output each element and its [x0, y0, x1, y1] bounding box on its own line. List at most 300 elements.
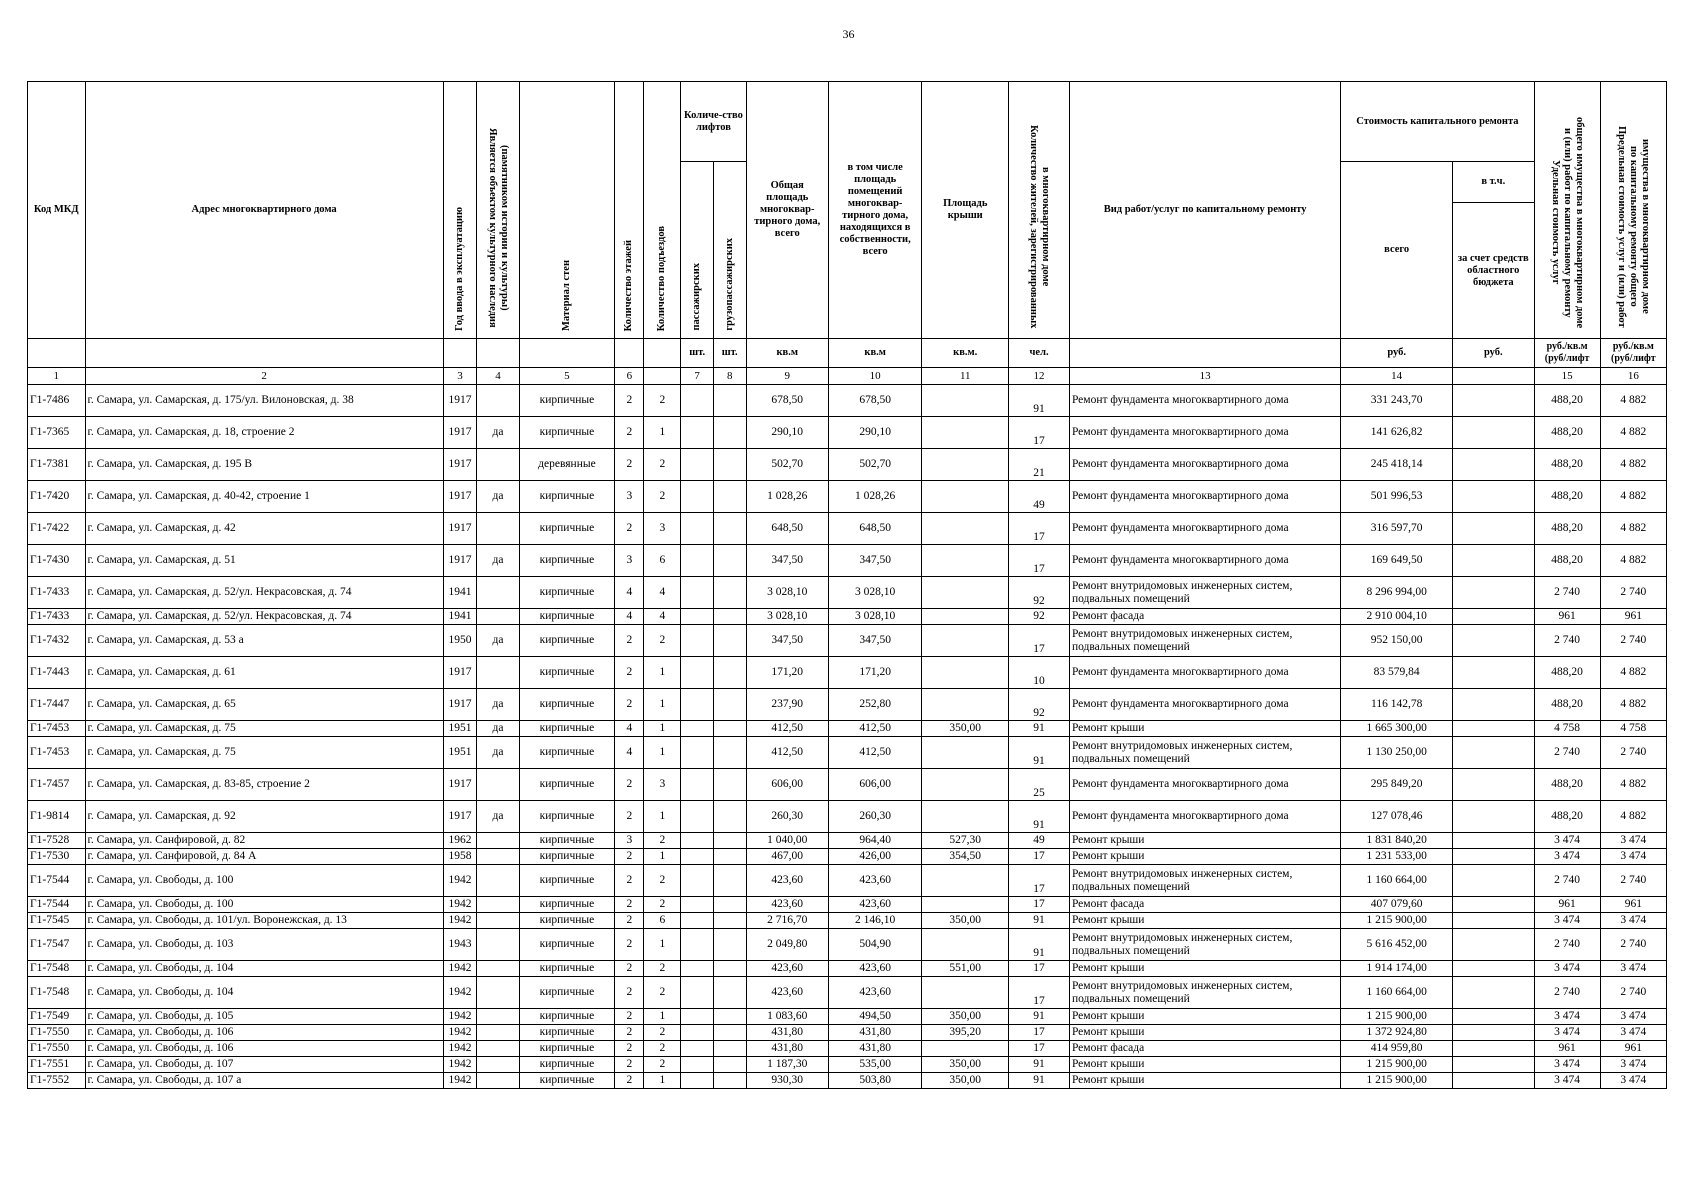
cell-address: г. Самара, ул. Свободы, д. 101/ул. Воронежская, д. 13 [85, 913, 443, 929]
cell-roof-area [922, 545, 1009, 577]
column-number: 7 [681, 368, 714, 385]
cell-max-cost: 4 882 [1600, 449, 1666, 481]
cell-lift-cargo [713, 417, 746, 449]
cell-owned-area: 3 028,10 [828, 577, 921, 609]
cell-address: г. Самара, ул. Санфировой, д. 82 [85, 833, 443, 849]
cell-cost-total: 1 215 900,00 [1341, 1073, 1453, 1089]
cell-unit-cost: 3 474 [1534, 849, 1600, 865]
cell-cost-total: 316 597,70 [1341, 513, 1453, 545]
cell-total-area: 412,50 [746, 721, 828, 737]
table-body [28, 385, 1667, 1089]
cell-heritage [477, 961, 519, 977]
cell-owned-area: 252,80 [828, 689, 921, 721]
cell-lift-cargo [713, 449, 746, 481]
cell-code: Г1-7432 [28, 625, 86, 657]
cell-wall-material: кирпичные [519, 385, 615, 417]
cell-floors: 2 [615, 1041, 644, 1057]
cell-cost-regional [1453, 577, 1534, 609]
page-number: 36 [842, 27, 855, 41]
cell-floors: 3 [615, 833, 644, 849]
cell-cost-regional [1453, 513, 1534, 545]
cell-lift-cargo [713, 625, 746, 657]
cell-max-cost: 4 882 [1600, 545, 1666, 577]
cell-lift-passenger [681, 721, 714, 737]
cell-wall-material: кирпичные [519, 929, 615, 961]
cell-address: г. Самара, ул. Самарская, д. 65 [85, 689, 443, 721]
cell-roof-area [922, 625, 1009, 657]
cell-cost-total: 1 665 300,00 [1341, 721, 1453, 737]
cell-wall-material: кирпичные [519, 1025, 615, 1041]
cell-work-type: Ремонт фундамента многоквартирного дома [1069, 385, 1340, 417]
cell-cost-regional [1453, 929, 1534, 961]
cell-floors: 2 [615, 929, 644, 961]
cell-lift-passenger [681, 385, 714, 417]
cell-heritage [477, 1041, 519, 1057]
cell-lift-cargo [713, 1073, 746, 1089]
column-number: 15 [1534, 368, 1600, 385]
cell-work-type: Ремонт крыши [1069, 849, 1340, 865]
cell-floors: 3 [615, 481, 644, 513]
cell-owned-area: 426,00 [828, 849, 921, 865]
cell-wall-material: кирпичные [519, 801, 615, 833]
cell-entrances: 2 [644, 897, 681, 913]
cell-max-cost: 3 474 [1600, 1009, 1666, 1025]
cell-total-area: 606,00 [746, 769, 828, 801]
cell-floors: 2 [615, 1057, 644, 1073]
cell-unit-cost: 488,20 [1534, 769, 1600, 801]
cell-residents: 17 [1009, 545, 1070, 577]
column-number: 1 [28, 368, 86, 385]
table-row [28, 657, 1667, 689]
cell-entrances: 2 [644, 1041, 681, 1057]
cell-cost-regional [1453, 1073, 1534, 1089]
cell-heritage [477, 897, 519, 913]
cell-total-area: 290,10 [746, 417, 828, 449]
cell-total-area: 1 083,60 [746, 1009, 828, 1025]
cell-unit-cost: 488,20 [1534, 513, 1600, 545]
cell-unit-cost: 3 474 [1534, 1025, 1600, 1041]
cell-wall-material: кирпичные [519, 577, 615, 609]
cell-total-area: 467,00 [746, 849, 828, 865]
cell-unit-cost: 2 740 [1534, 577, 1600, 609]
cell-residents: 91 [1009, 1009, 1070, 1025]
cell-code: Г1-7544 [28, 897, 86, 913]
cell-address: г. Самара, ул. Самарская, д. 42 [85, 513, 443, 545]
cell-unit-cost: 961 [1534, 1041, 1600, 1057]
cell-cost-total: 5 616 452,00 [1341, 929, 1453, 961]
cell-lift-cargo [713, 1041, 746, 1057]
cell-work-type: Ремонт фундамента многоквартирного дома [1069, 801, 1340, 833]
table-row [28, 929, 1667, 961]
cell-floors: 2 [615, 1073, 644, 1089]
cell-max-cost: 961 [1600, 1041, 1666, 1057]
cell-roof-area [922, 801, 1009, 833]
column-number: 5 [519, 368, 615, 385]
cell-max-cost: 4 882 [1600, 385, 1666, 417]
cell-heritage [477, 1009, 519, 1025]
cell-cost-total: 141 626,82 [1341, 417, 1453, 449]
cell-entrances: 2 [644, 625, 681, 657]
cell-entrances: 1 [644, 849, 681, 865]
cell-floors: 2 [615, 449, 644, 481]
cell-roof-area [922, 1041, 1009, 1057]
cell-entrances: 2 [644, 833, 681, 849]
cell-code: Г1-7365 [28, 417, 86, 449]
cell-unit-cost: 3 474 [1534, 913, 1600, 929]
cell-wall-material: кирпичные [519, 913, 615, 929]
cell-max-cost: 3 474 [1600, 1057, 1666, 1073]
cell-cost-total: 245 418,14 [1341, 449, 1453, 481]
cell-year: 1917 [443, 801, 477, 833]
cell-total-area: 347,50 [746, 545, 828, 577]
cell-heritage [477, 913, 519, 929]
cell-lift-passenger [681, 625, 714, 657]
cell-code: Г1-7422 [28, 513, 86, 545]
cell-owned-area: 347,50 [828, 625, 921, 657]
cell-address: г. Самара, ул. Самарская, д. 75 [85, 737, 443, 769]
cell-max-cost: 4 882 [1600, 417, 1666, 449]
cell-year: 1942 [443, 1025, 477, 1041]
column-number: 14 [1341, 368, 1453, 385]
header-cost-regional: за счет средств областного бюджета [1453, 203, 1534, 339]
cell-unit-cost: 488,20 [1534, 801, 1600, 833]
cell-owned-area: 1 028,26 [828, 481, 921, 513]
cell-cost-total: 501 996,53 [1341, 481, 1453, 513]
cell-total-area: 431,80 [746, 1025, 828, 1041]
cell-heritage: да [477, 689, 519, 721]
cell-unit-cost: 4 758 [1534, 721, 1600, 737]
cell-lift-passenger [681, 977, 714, 1009]
cell-cost-regional [1453, 609, 1534, 625]
cell-wall-material: кирпичные [519, 1009, 615, 1025]
cell-floors: 2 [615, 657, 644, 689]
cell-year: 1942 [443, 913, 477, 929]
cell-floors: 2 [615, 417, 644, 449]
cell-floors: 2 [615, 1025, 644, 1041]
cell-code: Г1-7453 [28, 737, 86, 769]
cell-residents: 17 [1009, 1025, 1070, 1041]
cell-wall-material: кирпичные [519, 625, 615, 657]
cell-year: 1917 [443, 449, 477, 481]
cell-work-type: Ремонт фундамента многоквартирного дома [1069, 545, 1340, 577]
cell-lift-passenger [681, 481, 714, 513]
table-row [28, 577, 1667, 609]
cell-address: г. Самара, ул. Свободы, д. 100 [85, 865, 443, 897]
cell-year: 1962 [443, 833, 477, 849]
cell-entrances: 2 [644, 977, 681, 1009]
cell-total-area: 260,30 [746, 801, 828, 833]
cell-year: 1917 [443, 513, 477, 545]
cell-max-cost: 2 740 [1600, 577, 1666, 609]
cell-residents: 17 [1009, 961, 1070, 977]
column-number: 6 [615, 368, 644, 385]
cell-total-area: 423,60 [746, 977, 828, 1009]
cell-floors: 2 [615, 769, 644, 801]
cell-year: 1942 [443, 1009, 477, 1025]
cell-max-cost: 4 882 [1600, 801, 1666, 833]
cell-roof-area: 350,00 [922, 721, 1009, 737]
cell-cost-total: 1 130 250,00 [1341, 737, 1453, 769]
cell-lift-cargo [713, 865, 746, 897]
column-number [644, 368, 681, 385]
cell-code: Г1-7457 [28, 769, 86, 801]
cell-max-cost: 2 740 [1600, 865, 1666, 897]
cell-address: г. Самара, ул. Санфировой, д. 84 А [85, 849, 443, 865]
cell-year: 1917 [443, 689, 477, 721]
cell-total-area: 412,50 [746, 737, 828, 769]
cell-heritage [477, 865, 519, 897]
cell-cost-regional [1453, 961, 1534, 977]
cell-max-cost: 4 882 [1600, 689, 1666, 721]
cell-lift-passenger [681, 833, 714, 849]
cell-cost-regional [1453, 657, 1534, 689]
cell-unit-cost: 3 474 [1534, 1073, 1600, 1089]
cell-wall-material: кирпичные [519, 897, 615, 913]
cell-heritage [477, 849, 519, 865]
cell-work-type: Ремонт крыши [1069, 913, 1340, 929]
cell-code: Г1-7530 [28, 849, 86, 865]
header-unit-cost: Удельная стоимость услуг и (или) работ по капитальному ремонту общего имущества в многоквартирном доме [1534, 82, 1600, 339]
cell-lift-cargo [713, 481, 746, 513]
cell-max-cost: 3 474 [1600, 833, 1666, 849]
cell-work-type: Ремонт внутридомовых инженерных систем, подвальных помещений [1069, 737, 1340, 769]
cell-lift-cargo [713, 657, 746, 689]
cell-owned-area: 423,60 [828, 961, 921, 977]
cell-owned-area: 606,00 [828, 769, 921, 801]
cell-residents: 91 [1009, 385, 1070, 417]
cell-work-type: Ремонт фасада [1069, 1041, 1340, 1057]
column-number: 12 [1009, 368, 1070, 385]
cell-lift-passenger [681, 609, 714, 625]
cell-owned-area: 964,40 [828, 833, 921, 849]
cell-total-area: 502,70 [746, 449, 828, 481]
cell-lift-cargo [713, 1057, 746, 1073]
cell-residents: 17 [1009, 849, 1070, 865]
cell-year: 1942 [443, 1073, 477, 1089]
cell-code: Г1-7551 [28, 1057, 86, 1073]
cell-entrances: 4 [644, 609, 681, 625]
cell-year: 1942 [443, 1041, 477, 1057]
cell-code: Г1-7430 [28, 545, 86, 577]
cell-wall-material: кирпичные [519, 1041, 615, 1057]
table-row [28, 769, 1667, 801]
cell-cost-total: 295 849,20 [1341, 769, 1453, 801]
cell-floors: 3 [615, 545, 644, 577]
cell-total-area: 648,50 [746, 513, 828, 545]
units-row: шт. шт. кв.м кв.м кв.м. чел. руб. руб. руб./кв.м (руб/лифт руб./кв.м (руб/лифт [28, 339, 1667, 368]
cell-owned-area: 2 146,10 [828, 913, 921, 929]
cell-cost-regional [1453, 833, 1534, 849]
cell-unit-cost: 488,20 [1534, 417, 1600, 449]
cell-year: 1917 [443, 481, 477, 513]
cell-code: Г1-7548 [28, 977, 86, 1009]
cell-address: г. Самара, ул. Самарская, д. 51 [85, 545, 443, 577]
cell-cost-regional [1453, 545, 1534, 577]
cell-work-type: Ремонт фасада [1069, 897, 1340, 913]
cell-cost-total: 169 649,50 [1341, 545, 1453, 577]
cell-residents: 10 [1009, 657, 1070, 689]
cell-lift-cargo [713, 801, 746, 833]
cell-entrances: 1 [644, 689, 681, 721]
cell-residents: 21 [1009, 449, 1070, 481]
cell-wall-material: кирпичные [519, 417, 615, 449]
cell-roof-area [922, 385, 1009, 417]
cell-entrances: 1 [644, 929, 681, 961]
cell-year: 1917 [443, 545, 477, 577]
cell-unit-cost: 488,20 [1534, 449, 1600, 481]
cell-max-cost: 2 740 [1600, 929, 1666, 961]
cell-cost-total: 1 215 900,00 [1341, 1009, 1453, 1025]
cell-heritage [477, 1057, 519, 1073]
cell-address: г. Самара, ул. Самарская, д. 83-85, строение 2 [85, 769, 443, 801]
cell-year: 1958 [443, 849, 477, 865]
table-row [28, 737, 1667, 769]
cell-lift-passenger [681, 801, 714, 833]
cell-cost-regional [1453, 865, 1534, 897]
cell-owned-area: 412,50 [828, 737, 921, 769]
header-cost-total: всего [1341, 162, 1453, 339]
capital-repair-table [27, 81, 1667, 1089]
cell-work-type: Ремонт крыши [1069, 961, 1340, 977]
cell-code: Г1-7552 [28, 1073, 86, 1089]
cell-floors: 2 [615, 849, 644, 865]
cell-heritage: да [477, 545, 519, 577]
cell-wall-material: кирпичные [519, 849, 615, 865]
cell-lift-cargo [713, 897, 746, 913]
cell-residents: 17 [1009, 977, 1070, 1009]
cell-year: 1950 [443, 625, 477, 657]
cell-cost-total: 1 914 174,00 [1341, 961, 1453, 977]
cell-wall-material: кирпичные [519, 865, 615, 897]
cell-heritage [477, 833, 519, 849]
cell-unit-cost: 3 474 [1534, 961, 1600, 977]
cell-work-type: Ремонт фасада [1069, 609, 1340, 625]
cell-year: 1917 [443, 417, 477, 449]
header-lift-cargo: грузопассажирских [713, 162, 746, 339]
cell-total-area: 2 049,80 [746, 929, 828, 961]
cell-year: 1951 [443, 721, 477, 737]
cell-cost-regional [1453, 625, 1534, 657]
cell-residents: 17 [1009, 625, 1070, 657]
table-row [28, 977, 1667, 1009]
cell-work-type: Ремонт фундамента многоквартирного дома [1069, 417, 1340, 449]
header-lift-passenger: пассажирских [681, 162, 714, 339]
cell-unit-cost: 488,20 [1534, 481, 1600, 513]
cell-owned-area: 503,80 [828, 1073, 921, 1089]
column-numbers-row [28, 368, 1667, 385]
cell-entrances: 2 [644, 481, 681, 513]
cell-residents: 91 [1009, 929, 1070, 961]
cell-entrances: 2 [644, 1025, 681, 1041]
cell-address: г. Самара, ул. Самарская, д. 52/ул. Некрасовская, д. 74 [85, 609, 443, 625]
cell-roof-area [922, 449, 1009, 481]
cell-unit-cost: 488,20 [1534, 657, 1600, 689]
cell-residents: 91 [1009, 721, 1070, 737]
cell-floors: 2 [615, 801, 644, 833]
cell-roof-area [922, 657, 1009, 689]
cell-wall-material: кирпичные [519, 545, 615, 577]
cell-owned-area: 648,50 [828, 513, 921, 545]
cell-address: г. Самара, ул. Самарская, д. 175/ул. Вилоновская, д. 38 [85, 385, 443, 417]
cell-cost-regional [1453, 721, 1534, 737]
cell-code: Г1-7443 [28, 657, 86, 689]
cell-owned-area: 494,50 [828, 1009, 921, 1025]
column-number: 10 [828, 368, 921, 385]
cell-wall-material: кирпичные [519, 513, 615, 545]
cell-roof-area [922, 689, 1009, 721]
cell-floors: 2 [615, 689, 644, 721]
cell-roof-area [922, 769, 1009, 801]
cell-unit-cost: 961 [1534, 897, 1600, 913]
cell-work-type: Ремонт фундамента многоквартирного дома [1069, 449, 1340, 481]
table-row [28, 417, 1667, 449]
cell-code: Г1-7420 [28, 481, 86, 513]
cell-residents: 17 [1009, 513, 1070, 545]
cell-roof-area: 395,20 [922, 1025, 1009, 1041]
cell-heritage [477, 1025, 519, 1041]
cell-work-type: Ремонт фундамента многоквартирного дома [1069, 481, 1340, 513]
cell-entrances: 1 [644, 657, 681, 689]
cell-roof-area [922, 977, 1009, 1009]
cell-lift-cargo [713, 609, 746, 625]
cell-entrances: 1 [644, 737, 681, 769]
cell-entrances: 3 [644, 513, 681, 545]
cell-year: 1941 [443, 577, 477, 609]
cell-residents: 92 [1009, 689, 1070, 721]
cell-address: г. Самара, ул. Самарская, д. 92 [85, 801, 443, 833]
cell-lift-cargo [713, 833, 746, 849]
cell-roof-area [922, 481, 1009, 513]
cell-wall-material: кирпичные [519, 833, 615, 849]
cell-owned-area: 504,90 [828, 929, 921, 961]
cell-max-cost: 3 474 [1600, 961, 1666, 977]
cell-total-area: 431,80 [746, 1041, 828, 1057]
cell-max-cost: 4 882 [1600, 481, 1666, 513]
cell-work-type: Ремонт крыши [1069, 1009, 1340, 1025]
cell-lift-cargo [713, 1009, 746, 1025]
cell-lift-cargo [713, 721, 746, 737]
table-row [28, 833, 1667, 849]
cell-total-area: 347,50 [746, 625, 828, 657]
cell-wall-material: кирпичные [519, 657, 615, 689]
cell-unit-cost: 2 740 [1534, 737, 1600, 769]
cell-code: Г1-7528 [28, 833, 86, 849]
table-row [28, 849, 1667, 865]
cell-max-cost: 4 882 [1600, 513, 1666, 545]
cell-entrances: 1 [644, 1009, 681, 1025]
table-row [28, 449, 1667, 481]
cell-code: Г1-7547 [28, 929, 86, 961]
cell-cost-total: 1 372 924,80 [1341, 1025, 1453, 1041]
cell-lift-passenger [681, 657, 714, 689]
cell-unit-cost: 3 474 [1534, 1057, 1600, 1073]
cell-code: Г1-7545 [28, 913, 86, 929]
cell-unit-cost: 961 [1534, 609, 1600, 625]
cell-cost-regional [1453, 481, 1534, 513]
cell-max-cost: 961 [1600, 609, 1666, 625]
header-address: Адрес многоквартирного дома [85, 82, 443, 339]
cell-lift-cargo [713, 385, 746, 417]
cell-floors: 4 [615, 737, 644, 769]
cell-cost-regional [1453, 1057, 1534, 1073]
cell-lift-passenger [681, 961, 714, 977]
cell-roof-area: 527,30 [922, 833, 1009, 849]
table-row [28, 865, 1667, 897]
cell-cost-regional [1453, 897, 1534, 913]
cell-cost-total: 8 296 994,00 [1341, 577, 1453, 609]
cell-roof-area [922, 577, 1009, 609]
cell-max-cost: 4 882 [1600, 657, 1666, 689]
